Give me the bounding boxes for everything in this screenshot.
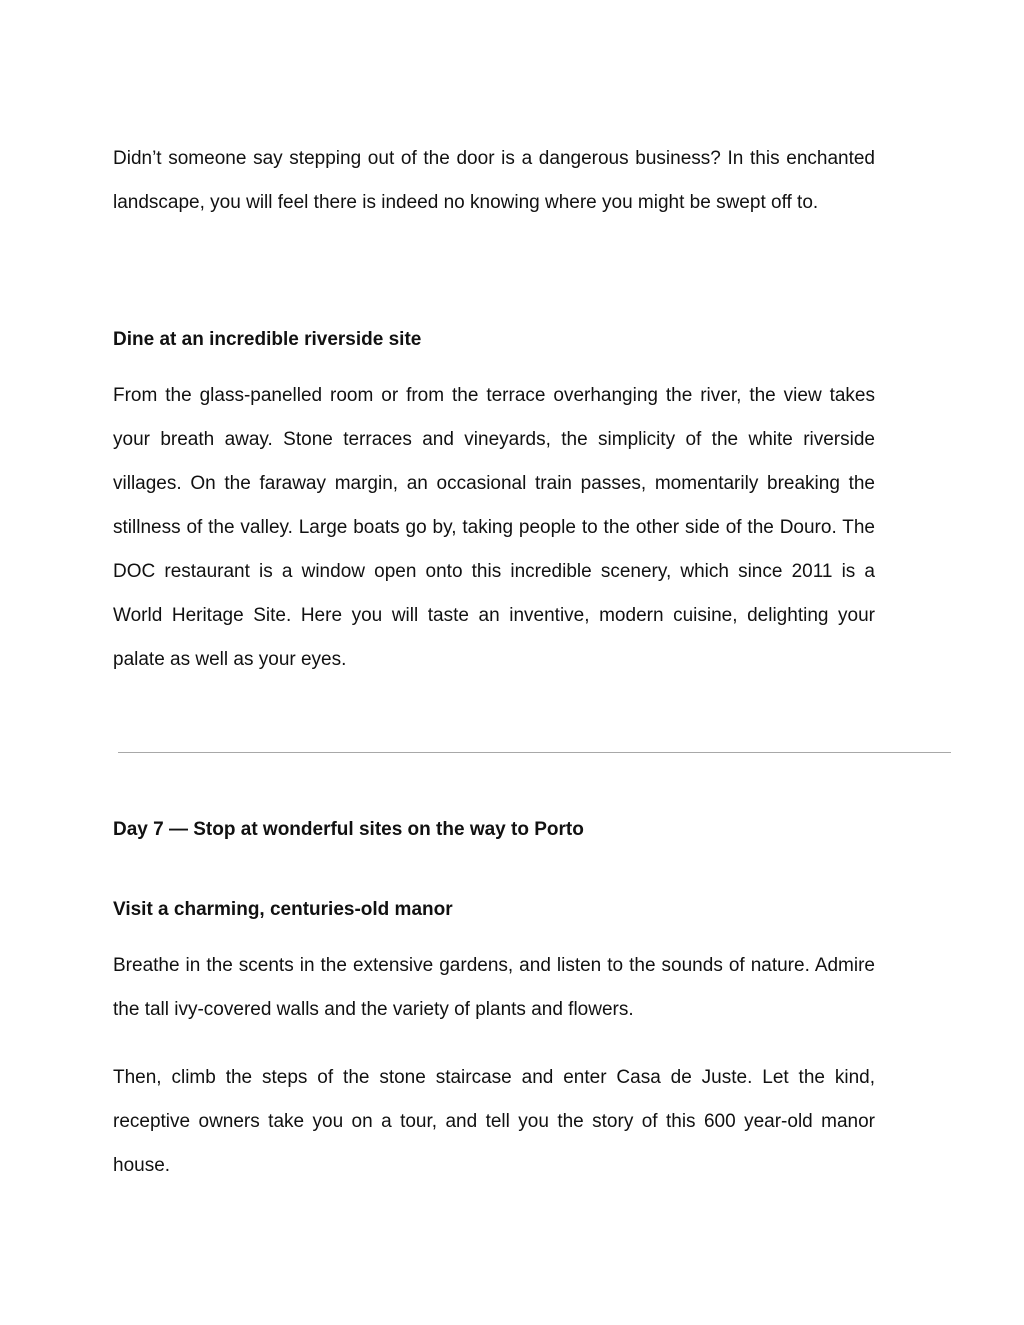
section-divider [118,752,951,753]
manor-paragraph-tour: Then, climb the steps of the stone staircase and enter Casa de Juste. Let the kind, receptive owners take you on a tour, and tell you the story of this 600 year-old manor house. [113,1067,875,1176]
dine-section-paragraph: From the glass-panelled room or from the terrace overhanging the river, the view takes your breath away. Stone terraces and vineyards, the simplicity of the white riverside villages. On the faraway margin, an occasional train passes, momentarily breaking the stillness of the valley. Large boats go by, taking people to the other side of the Douro. The DOC restaurant is a window open onto this incredible scenery, which since 2011 is a World Heritage Site. Here you will taste an inventive, modern cuisine, delighting your palate as well as your eyes. [113,385,875,670]
manor-subheading: Visit a charming, centuries-old manor [113,899,453,920]
dine-section-heading: Dine at an incredible riverside site [113,329,422,350]
intro-paragraph: Didn’t someone say stepping out of the door is a dangerous business? In this enchanted landscape, you will feel there is indeed no knowing where you might be swept off to. [113,148,875,213]
manor-paragraph-gardens: Breathe in the scents in the extensive gardens, and listen to the sounds of nature. Admire the tall ivy-covered walls and the variety of plants and flowers. [113,955,875,1020]
day7-heading: Day 7 — Stop at wonderful sites on the way to Porto [113,819,584,840]
